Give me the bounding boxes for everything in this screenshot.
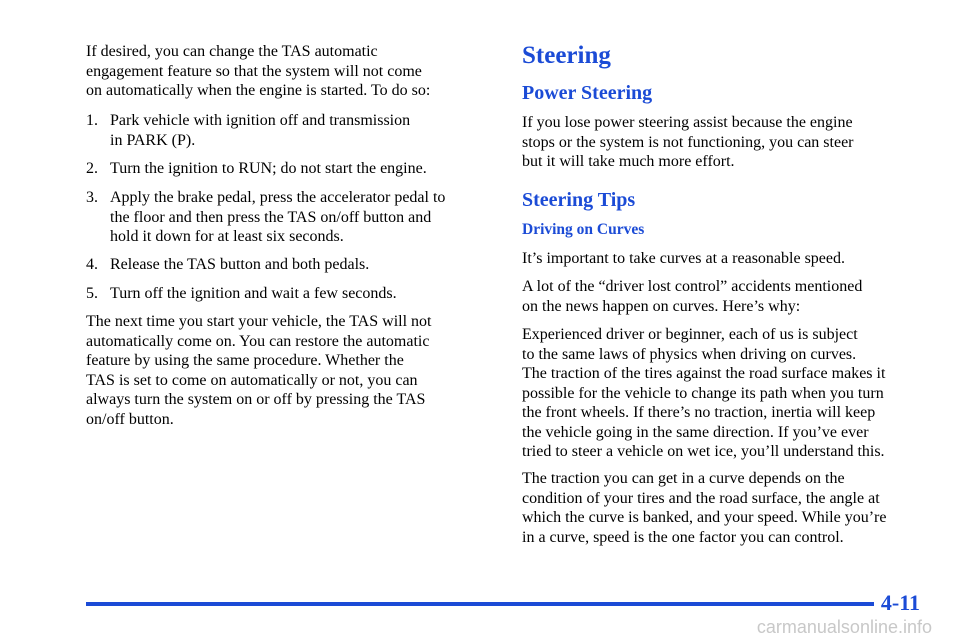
step-item [86,255,369,275]
tips-paragraph: Experienced driver or beginner, each of us is subject to the same laws of physics when driving on curves. The traction of the tires against the road surface makes it possible for the vehicle to change its path when you turn the front wheels. If there’s no traction, inertia will keep the vehicle going in the same direction. If you’ve ever tried to steer a vehicle on wet ice, you’ll understand this. [522,326,886,460]
steering-tips-heading: Steering Tips [522,189,636,211]
closing-paragraph: The next time you start your vehicle, the TAS will not automatically come on. You can restore the automatic feature by using the same procedure. Whether the TAS is set to come on automatically or not, you can always turn the system on or off by pressing the TAS on/off button. [86,313,432,428]
power-steering-body: If you lose power steering assist because the engine stops or the system is not functioning, you can steer but it will take much more effort. [522,114,854,170]
tips-paragraph: The traction you can get in a curve depends on the condition of your tires and the road surface, the angle at which the curve is banked, and your speed. While you’re in a curve, speed is the one factor you can control. [522,470,887,546]
step-item [86,284,397,304]
step-text: Release the TAS button and both pedals. [110,256,370,273]
tips-paragraph: A lot of the “driver lost control” accidents mentioned on the news happen on curves. Here’s why: [522,278,863,315]
watermark: carmanualsonline.info [756,617,932,637]
step-text: Turn off the ignition and wait a few seconds. [110,285,397,302]
step-number: 2. [86,160,98,177]
step-number: 3. [86,189,98,206]
step-item [86,159,427,179]
step-item [86,188,445,247]
step-text: Park vehicle with ignition off and transmission in PARK (P). [110,112,411,149]
step-text: Turn the ignition to RUN; do not start the engine. [110,160,427,177]
footer-rule [86,602,874,606]
step-text: Apply the brake pedal, press the accelerator pedal to the floor and then press the TAS on/off button and hold it down for at least six seconds. [110,189,446,245]
step-number: 4. [86,256,98,273]
intro-paragraph: If desired, you can change the TAS automatic engagement feature so that the system will not come on automatically when the engine is started. To do so: [86,43,431,99]
section-title: Steering [522,42,611,69]
driving-on-curves-subheading: Driving on Curves [522,221,645,238]
page-number: 4-11 [880,590,920,615]
step-number: 5. [86,285,98,302]
power-steering-heading: Power Steering [522,82,653,104]
tips-paragraph: It’s important to take curves at a reasonable speed. [522,250,845,267]
step-number: 1. [86,112,98,129]
step-item [86,111,410,150]
